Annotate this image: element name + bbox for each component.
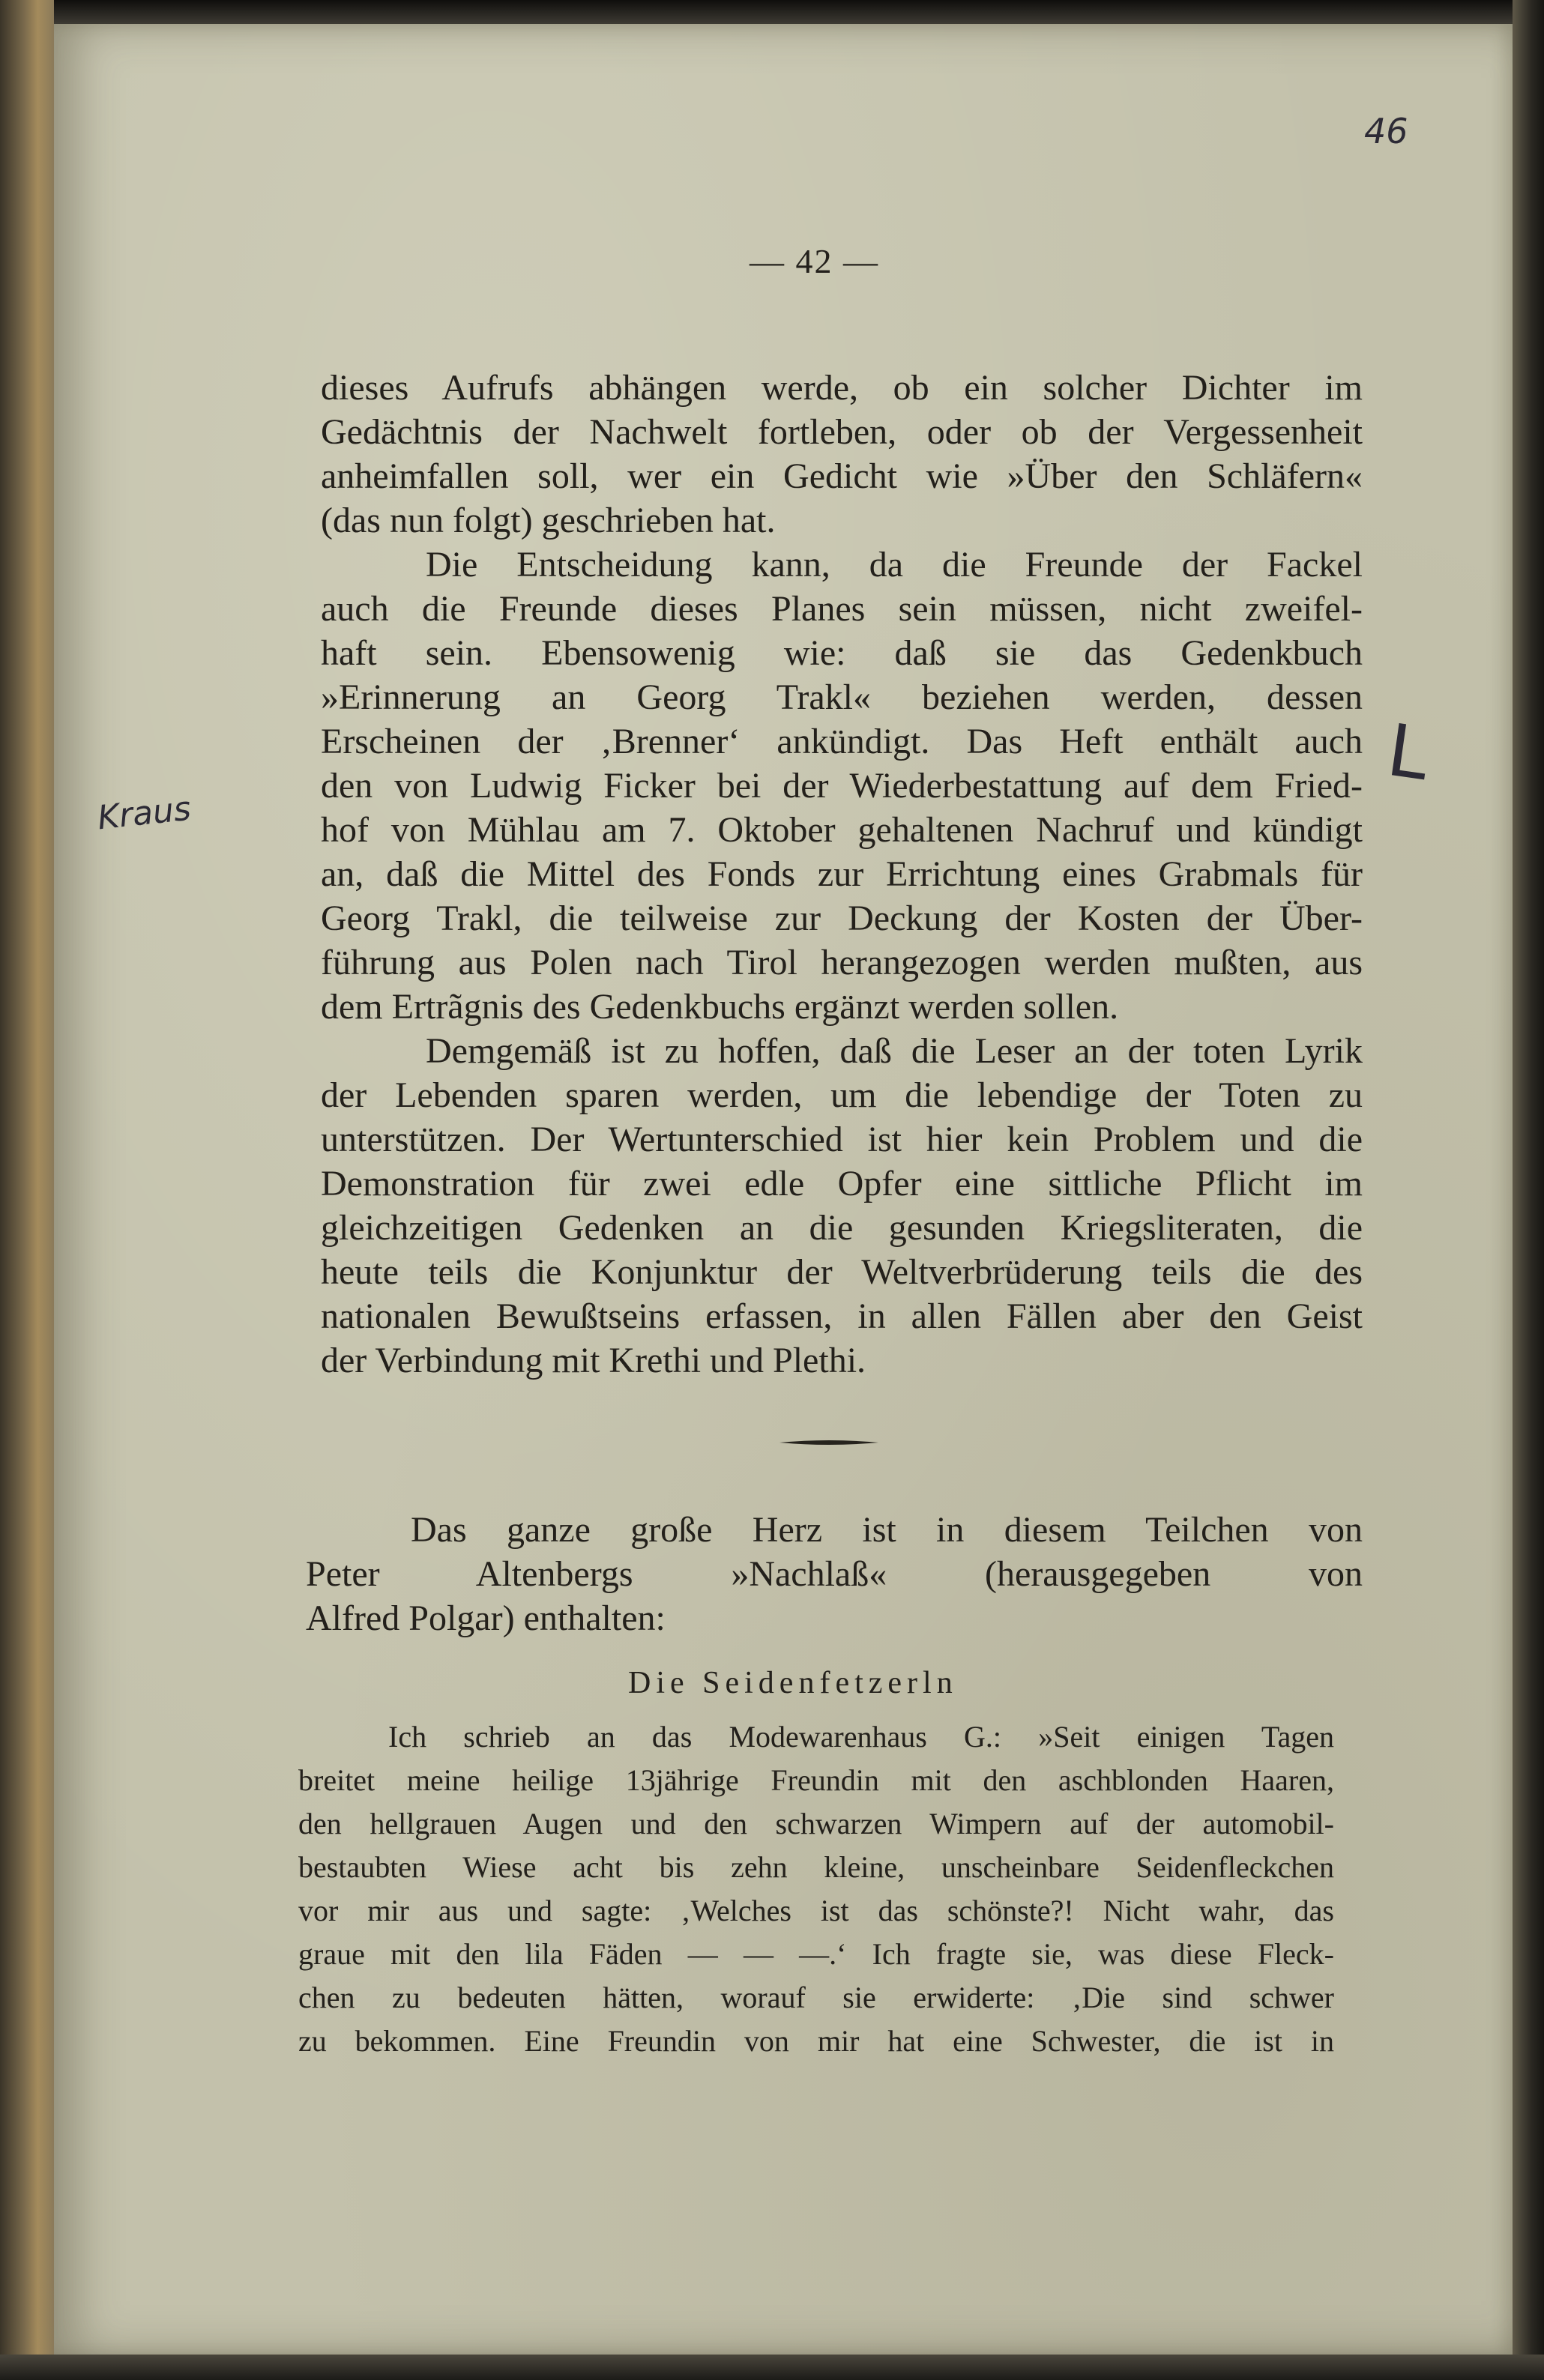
scan-bottom-edge	[0, 2355, 1544, 2380]
text-line: auch die Freunde dieses Planes sein müssen, nicht zweifel-	[321, 589, 1363, 629]
text-line: graue mit den lila Fäden — — —.‘ Ich fragte sie, was diese Fleck-	[298, 1937, 1334, 1971]
text-line: Alfred Polgar) enthalten:	[306, 1598, 666, 1638]
scan-top-edge	[0, 0, 1544, 24]
handwritten-folio-number: 46	[1364, 111, 1408, 151]
text-line: heute teils die Konjunktur der Weltverbrüderung teils die des	[321, 1252, 1363, 1292]
text-line: Das ganze große Herz ist in diesem Teilchen von	[411, 1510, 1363, 1550]
handwritten-margin-note: Kraus	[95, 789, 193, 838]
text-line: Demgemäß ist zu hoffen, daß die Leser an der toten Lyrik	[426, 1031, 1363, 1071]
text-line: vor mir aus und sagte: ‚Welches ist das schönste?! Nicht wahr, das	[298, 1894, 1334, 1927]
text-line: Erscheinen der ‚Brenner‘ ankündigt. Das Heft enthält auch	[321, 722, 1363, 761]
text-line: Georg Trakl, die teilweise zur Deckung der Kosten der Über-	[321, 898, 1363, 938]
text-line: an, daß die Mittel des Fonds zur Errichtung eines Grabmals für	[321, 854, 1363, 894]
text-line: dem Ertrãgnis des Gedenkbuchs ergänzt werden sollen.	[321, 987, 1119, 1027]
text-line: Die Entscheidung kann, da die Freunde der Fackel	[426, 545, 1363, 585]
text-line: führung aus Polen nach Tirol herangezogen werden mußten, aus	[321, 943, 1363, 982]
text-line: (das nun folgt) geschrieben hat.	[321, 501, 776, 540]
book-spine-edge	[0, 0, 54, 2380]
scan-right-edge	[1513, 0, 1544, 2380]
text-line: Gedächtnis der Nachwelt fortleben, oder ob der Vergessenheit	[321, 412, 1363, 452]
text-line: haft sein. Ebensowenig wie: daß sie das Gedenkbuch	[321, 633, 1363, 673]
text-line: chen zu bedeuten hätten, worauf sie erwiderte: ‚Die sind schwer	[298, 1981, 1334, 2014]
text-line: der Lebenden sparen werden, um die lebendige der Toten zu	[321, 1075, 1363, 1115]
text-line: unterstützen. Der Wertunterschied ist hier kein Problem und die	[321, 1120, 1363, 1159]
section-divider-ornament	[779, 1439, 878, 1446]
text-line: den hellgrauen Augen und den schwarzen Wimpern auf der automobil-	[298, 1807, 1334, 1840]
text-line: dieses Aufrufs abhängen werde, ob ein solcher Dichter im	[321, 368, 1363, 408]
text-line: Demonstration für zwei edle Opfer eine sittliche Pflicht im	[321, 1164, 1363, 1203]
text-line: gleichzeitigen Gedenken an die gesunden Kriegsliteraten, die	[321, 1208, 1363, 1248]
text-line: »Erinnerung an Georg Trakl« beziehen werden, dessen	[321, 677, 1363, 717]
text-line: anheimfallen soll, wer ein Gedicht wie »Über den Schläfern«	[321, 456, 1363, 496]
poem-heading: Die Seidenfetzerln	[628, 1666, 958, 1700]
handwritten-margin-mark: L	[1382, 707, 1435, 797]
text-line: den von Ludwig Ficker bei der Wiederbestattung auf dem Fried-	[321, 766, 1363, 806]
page-number: — 42 —	[750, 242, 879, 280]
text-line: Ich schrieb an das Modewarenhaus G.: »Seit einigen Tagen	[388, 1720, 1334, 1754]
text-line: zu bekommen. Eine Freundin von mir hat eine Schwester, die ist in	[298, 2024, 1334, 2058]
text-line: nationalen Bewußtseins erfassen, in allen Fällen aber den Geist	[321, 1296, 1363, 1336]
text-line: hof von Mühlau am 7. Oktober gehaltenen Nachruf und kündigt	[321, 810, 1363, 850]
text-line: Peter Altenbergs »Nachlaß« (herausgegeben von	[306, 1554, 1363, 1594]
text-line: der Verbindung mit Krethi und Plethi.	[321, 1341, 866, 1380]
text-line: bestaubten Wiese acht bis zehn kleine, unscheinbare Seidenfleckchen	[298, 1850, 1334, 1884]
text-line: breitet meine heilige 13jährige Freundin mit den aschblonden Haaren,	[298, 1763, 1334, 1797]
